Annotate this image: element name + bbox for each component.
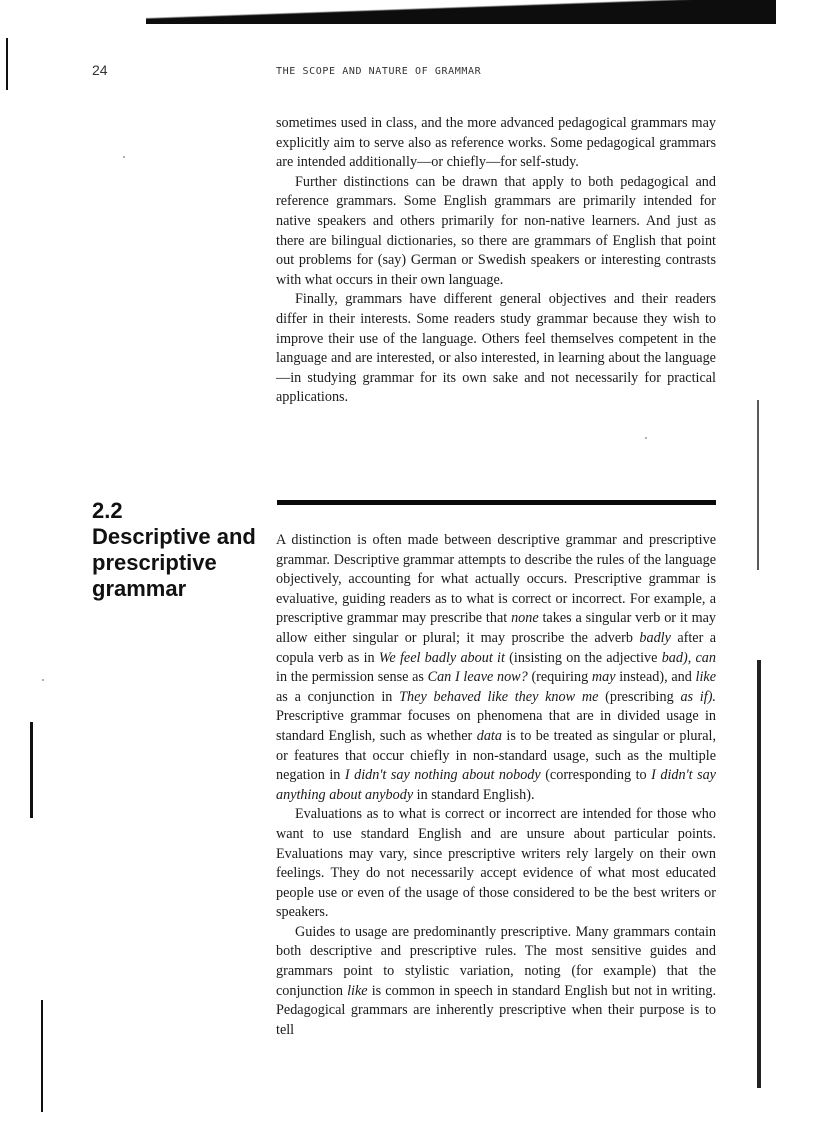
paragraph: Finally, grammars have different general objectives and their readers differ in their interests. Some readers study grammar because they wish to improve their use of the language. Others feel themselves competent in the language and are interested, or also interested, in learning about the language—in studying grammar for its own sake and not necessarily for practical applications. [276,291,716,406]
scan-speck [42,679,44,681]
paragraph [276,923,716,1041]
paragraph: Evaluations as to what is correct or incorrect are intended for those who want to use standard English and are unsure about particular points. Evaluations may vary, since prescriptive writers rely largely on their own feelings. They do not necessarily accept evidence of what most educated people use or even of the usage of those considered to be the best writers or speakers. [276,806,716,921]
section-number: 2.2 [92,498,123,523]
italic-term: data [476,727,502,744]
italic-term: may [591,669,616,686]
text-run: in the permission sense as [276,669,428,686]
intro-text [276,114,716,408]
text-run: A distinction is often made between descriptive grammar and prescriptive grammar. Descriptive grammar attempts to describe the rules of the language objectively, accounting for what actually occurs. Prescriptive grammar is evaluative, guiding readers as to what is correct or incorrect. For example, a prescriptive grammar may prescribe that [276,532,716,627]
scan-left-mark-top [6,38,8,90]
paragraph [276,531,716,805]
text-run: (prescribing [598,688,681,705]
italic-example: They behaved like they know me [399,688,599,705]
paragraph: Further distinctions can be drawn that apply to both pedagogical and reference grammars. Some English grammars are primarily intended for native speakers and others primarily for non-native learners. And just as there are bilingual dictionaries, so there are grammars of English that point out problems for (say) German or Swedish speakers or interesting contrasts with what occurs in their own language. [276,173,716,288]
scan-speck [123,156,125,158]
text-run: Guides to usage are predominantly prescriptive. Many grammars contain both descriptive and prescriptive rules. The most sensitive guides and grammars point to stylistic variation, noting (for example) that the conjunction [276,923,716,999]
italic-term: as if). [680,688,716,705]
text-run: (insisting on the adjective [504,649,662,666]
text-run: after a copula verb as in [276,629,716,666]
italic-example: I didn't say nothing about nobody [344,767,541,784]
text-run: Prescriptive grammar focuses on phenomena that are in divided usage in standard English, such as whether [276,708,716,744]
section-rule [277,500,716,505]
italic-example: I didn't say anything about anybody [276,767,716,803]
italic-term: like [347,982,368,999]
scan-right-mark-upper [757,400,759,570]
scan-speck [645,437,647,439]
text-run: instead), and [615,669,696,686]
italic-term: badly [639,629,671,646]
text-run: (corresponding to [540,767,652,784]
italic-term: bad), can [661,649,716,666]
italic-example: We feel badly about it [378,649,505,666]
section-heading [92,498,262,602]
section-text [276,531,716,1040]
section-title: Descriptive and prescriptive grammar [92,524,256,601]
scan-right-mark-lower [757,660,761,1088]
text-run: (requiring [527,669,592,686]
text-run: takes a singular verb or it may allow either singular or plural; it may proscribe the adverb [276,610,717,646]
text-run: is common in speech in standard English but not in writing. Pedagogical grammars are inherently prescriptive when their purpose is to tell [276,982,716,1038]
scan-left-mark-mid [30,722,33,818]
scan-top-shadow [146,0,776,24]
running-head: THE SCOPE AND NATURE OF GRAMMAR [276,66,482,77]
paragraph: sometimes used in class, and the more advanced pedagogical grammars may explicitly aim to serve also as reference works. Some pedagogical grammars are intended additionally—or chiefly—for self-study. [276,115,716,171]
italic-example: Can I leave now? [427,669,528,686]
italic-term: none [511,610,539,627]
text-run: in standard English). [413,786,535,803]
scan-left-mark-low [41,1000,43,1112]
text-run: as a conjunction in [276,688,400,705]
italic-term: like [695,669,716,686]
text-run: is to be treated as singular or plural, or features that occur chiefly in non-standard usage, such as the multiple negation in [276,727,716,784]
page-number: 24 [92,62,108,78]
